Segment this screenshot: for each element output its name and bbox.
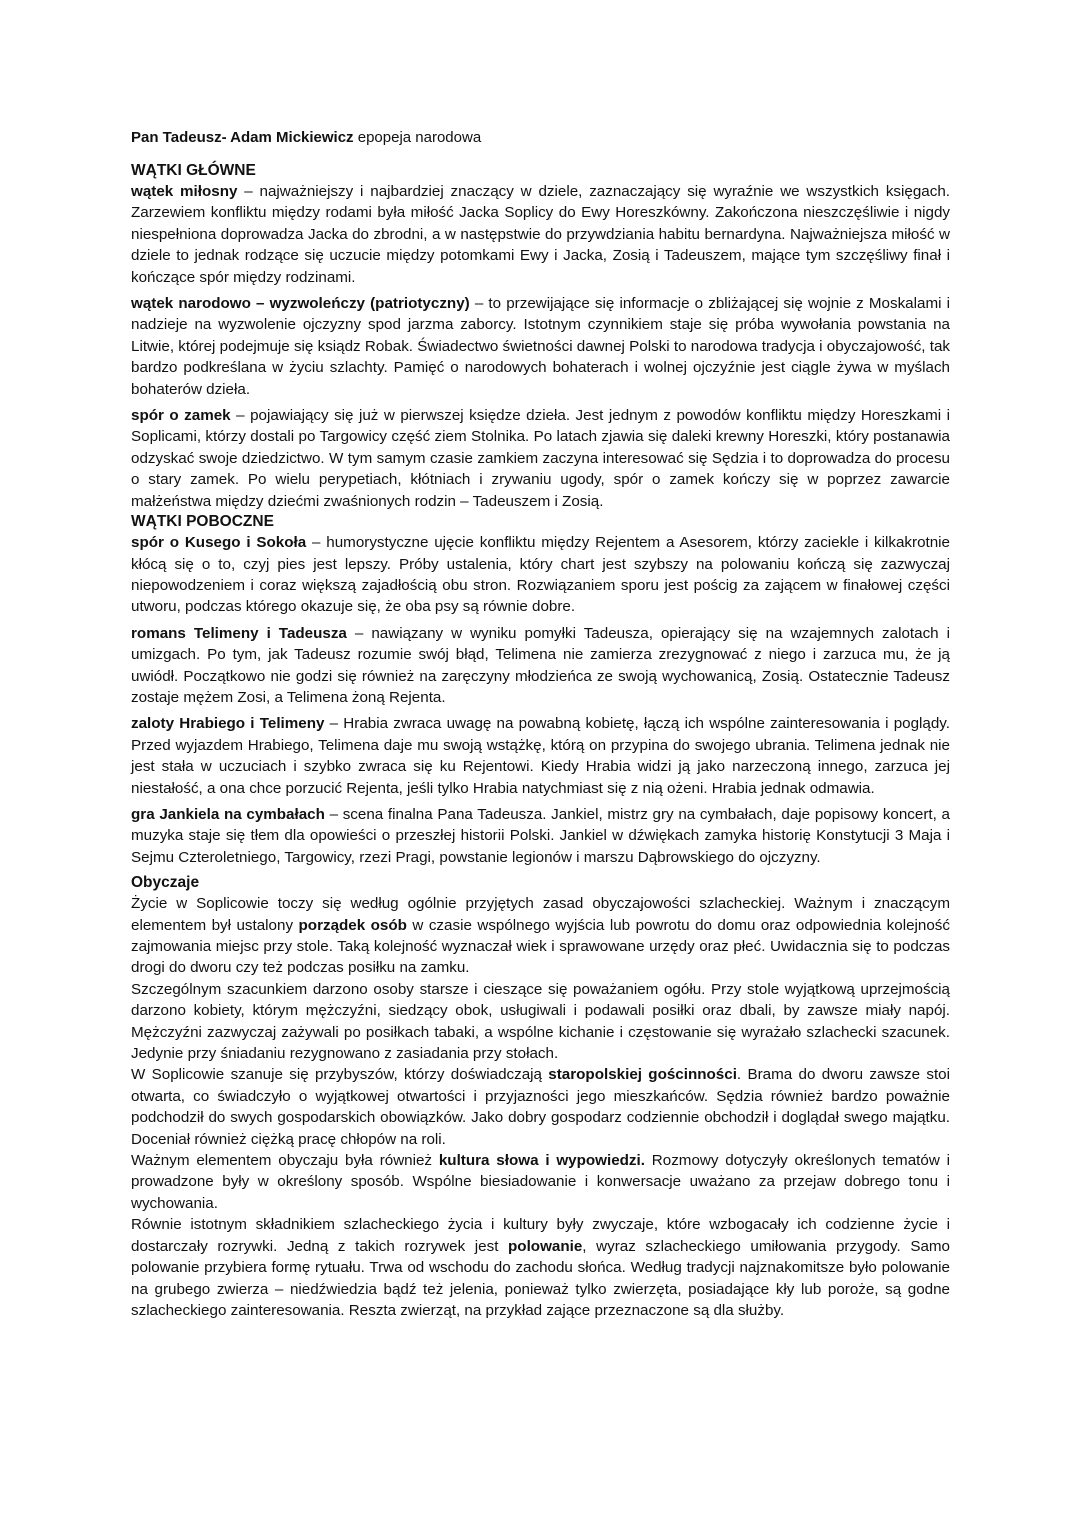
customs-heading: Obyczaje [131,874,200,892]
paragraph-lead: wątek narodowo – wyzwoleńczy (patriotyczny) [131,295,470,313]
paragraph-text: – pojawiający się już w pierwszej księdze dzieła. Jest jednym z powodów konfliktu między Horeszkami i Soplicami, którzy dostali po Targowicy część ziem Stolnika. Po latach zjawia się daleki krewny Horeszki, który postanawia odzyskać swoje dziedzictwo. W tym samym czasie zamkiem zaczyna interesować się Sędzia i to doprowadza do procesu o stary zamek. Po wielu perypetiach, kłótniach i zrywaniu ugody, spór o zamek kończy się w poprzez zawarcie małżeństwa między dziećmi zwaśnionych rodzin – Tadeuszem i Zosią. [131,407,950,510]
paragraph-text: Rozmowy dotyczyły określonych tematów i prowadzone były w określony sposób. Wspólne biesiadowanie i konwersacje uważano za przejaw dobrego tonu i wychowania. [131,1152,950,1212]
document-page [131,128,950,1321]
paragraph-lead: zaloty Hrabiego i Telimeny [131,715,325,733]
customs-section [131,873,950,1321]
paragraph-castle-dispute [131,405,950,512]
paragraph-lead: romans Telimeny i Tadeusza [131,624,347,642]
customs-paragraph-speech [131,1150,950,1214]
title-rest: epopeja narodowa [353,129,482,146]
paragraph-text: Ważnym elementem obyczaju była również [131,1152,439,1170]
paragraph-text: – to przewijające się informacje o zbliżającej się wojnie z Moskalami i nadzieje na wyzwolenie ojczyzny spod jarzma zaborcy. Istotnym czynnikiem staje się próba wywołania powstania na Litwie, której podejmuje się ksiądz Robak. Świadectwo świetności dawnej Polski to narodowa tradycja i obyczajowość, tak bardzo podkreślana w życiu szlachty. Pamięć o narodowych bohaterach i wolnej ojczyźnie jest ciągle żywa w myślach bohaterów dzieła. [131,295,950,398]
paragraph-count-telimena [131,713,950,799]
paragraph-text: – najważniejszy i najbardziej znaczący w dziele, zaznaczający się wyraźnie we wszystkich księgach. Zarzewiem konfliktu między rodami była miłość Jacka Soplicy do Ewy Horeszkówny. Zakończona nieszczęśliwie i nigdy niespełniona doprowadza Jacka do zbrodni, a w następstwie do przywdziania habitu bernardyna. Najważniejsza miłość w dziele to jednak rodzące się uczucie między potomkami Ewy i Jacka, Zosią i Tadeuszem, mające tym szczęśliwy finał i kończące spór między rodzinami. [131,183,950,286]
document-title [131,128,950,148]
paragraph-text: – nawiązany w wyniku pomyłki Tadeusza, opierający się na wzajemnych zalotach i umizgach. Po tym, jak Tadeusz rozumie swój błąd, Telimena nie zamierza zrezygnować z niego i zarzuca mu, że ją uwiódł. Początkowo nie godzi się również na zaręczyny młodzieńca ze swoją wychowanicą, Zosią. Ostatecznie Tadeusz zostaje mężem Zosi, a Telimena żoną Rejenta. [131,624,950,706]
side-threads-heading: WĄTKI POBOCZNE [131,513,274,531]
paragraph-jankiel-concert [131,804,950,868]
main-threads-heading: WĄTKI GŁÓWNE [131,162,256,179]
paragraph-patriotic-thread [131,293,950,400]
paragraph-text: Życie w Soplicowie toczy się według ogólnie przyjętych zasad obyczajowości szlacheckiej. Ważnym i znaczącym elementem był ustalony [131,895,950,934]
paragraph-lead: gra Jankiela na cymbałach [131,805,325,823]
paragraph-text: – Hrabia zwraca uwagę na powabną kobietę, łączą ich wspólne zainteresowania i poglądy. Przed wyjazdem Hrabiego, Telimena daje mu swoją wstążkę, którą on przypina do swojego ubrania. Telimena jednak nie jest stała w uczuciach i szybko zwraca się ku Rejentowi. Kiedy Hrabia widzi ją jako narzeczoną innego, zarzuca jej niestałość, a ona chce porzucić Rejenta, jeśli tylko Hrabia natychmiast się z nią ożeni. Hrabia jednak odmawia. [131,715,950,797]
paragraph-emphasis: kultura słowa i wypowiedzi. [438,1152,645,1170]
customs-paragraph-order [131,893,950,979]
paragraph-text: – scena finalna Pana Tadeusza. Jankiel, mistrz gry na cymbałach, daje popisowy koncert, a muzyka staje się tłem dla opowieści o przeszłej historii Polski. Jankiel w dźwiękach zamyka historię Konstytucji 3 Maja i Sejmu Czteroletniego, Targowicy, rzezi Pragi, powstanie legionów i marszu Dąbrowskiego do ojczyzny. [131,805,950,866]
paragraph-text: – humorystyczne ujęcie konfliktu między Rejentem a Asesorem, którzy zaciekle i kilkakrotnie kłócą się o to, czyj pies jest lepszy. Próby ustalenia, który chart jest szybszy na polowaniu kończą się zazwyczaj niepowodzeniem i coraz większą zajadłością obu stron. Rozwiązaniem sporu jest pościg za zającem w finałowej części utworu, podczas którego okazuje się, że oba psy są równie dobre. [131,534,951,616]
title-bold: Pan Tadeusz- Adam Mickiewicz [131,129,354,146]
paragraph-text: W Soplicowie szanuje się przybyszów, którzy doświadczają [131,1066,549,1084]
paragraph-text: . Brama do dworu zawsze stoi otwarta, co świadczyło o wyjątkowej otwartości i przyjazności jego mieszkańców. Sędzia również bardzo poważnie podchodził do swych gospodarskich obowiązków. Jako dobry gospodarz codziennie obchodził i doglądał swego majątku. Doceniał również ciężką pracę chłopów na roli. [131,1066,950,1148]
paragraph-text: Równie istotnym składnikiem szlacheckiego życia i kultury były zwyczaje, które wzbogacały ich codzienne życie i dostarczały rozrywki. Jedną z takich rozrywek jest [131,1216,950,1255]
paragraph-lead: wątek miłosny [131,183,238,200]
customs-paragraph-hospitality [131,1064,950,1150]
paragraph-text: , wyraz szlacheckiego umiłowania przygody. Samo polowanie przybiera formę rytuału. Trwa od wschodu do zachodu słońca. Według tradycji najznakomitsze było polowanie na grubego zwierza – niedźwiedzia bądź też jelenia, ponieważ tylko zwierzęta, posiadające kły lub poroże, są godne szlacheckiego zainteresowania. Reszta zwierząt, na przykład zające przeznaczone są dla służby. [131,1237,950,1319]
paragraph-lead: spór o zamek [131,407,231,425]
customs-paragraph-respect: Szczególnym szacunkiem darzono osoby starsze i cieszące się poważaniem ogółu. Przy stole wyjątkową uprzejmością darzono kobiety, którym mężczyźni, siedzący obok, usługiwali i podawali posiłki oraz dbali, by zawsze miały napój. Mężczyźni zazwyczaj zażywali po posiłkach tabaki, a wspólne kichanie i częstowanie się wyrażało szlachecki szacunek. Jedynie przy śniadaniu rezygnowano z zasiadania przy stołach. [131,980,950,1063]
paragraph-emphasis: polowanie [508,1237,583,1255]
paragraph-emphasis: staropolskiej gościnności [548,1066,737,1084]
paragraph-lead: spór o Kusego i Sokoła [131,534,307,552]
paragraph-love-thread [131,181,950,288]
paragraph-dogs-dispute [131,532,950,618]
paragraph-text: w czasie wspólnego wyjścia lub powrotu do domu oraz odpowiednia kolejność zajmowania miejsc przy stole. Taką kolejność wyznaczał wiek i sprawowane urzędy oraz płeć. Uwidacznia się to podczas drogi do dworu czy też podczas posiłku na zamku. [131,916,950,977]
paragraph-telimena-tadeusz [131,623,950,709]
paragraph-emphasis: porządek osób [298,916,407,934]
customs-paragraph-hunting [131,1214,950,1321]
